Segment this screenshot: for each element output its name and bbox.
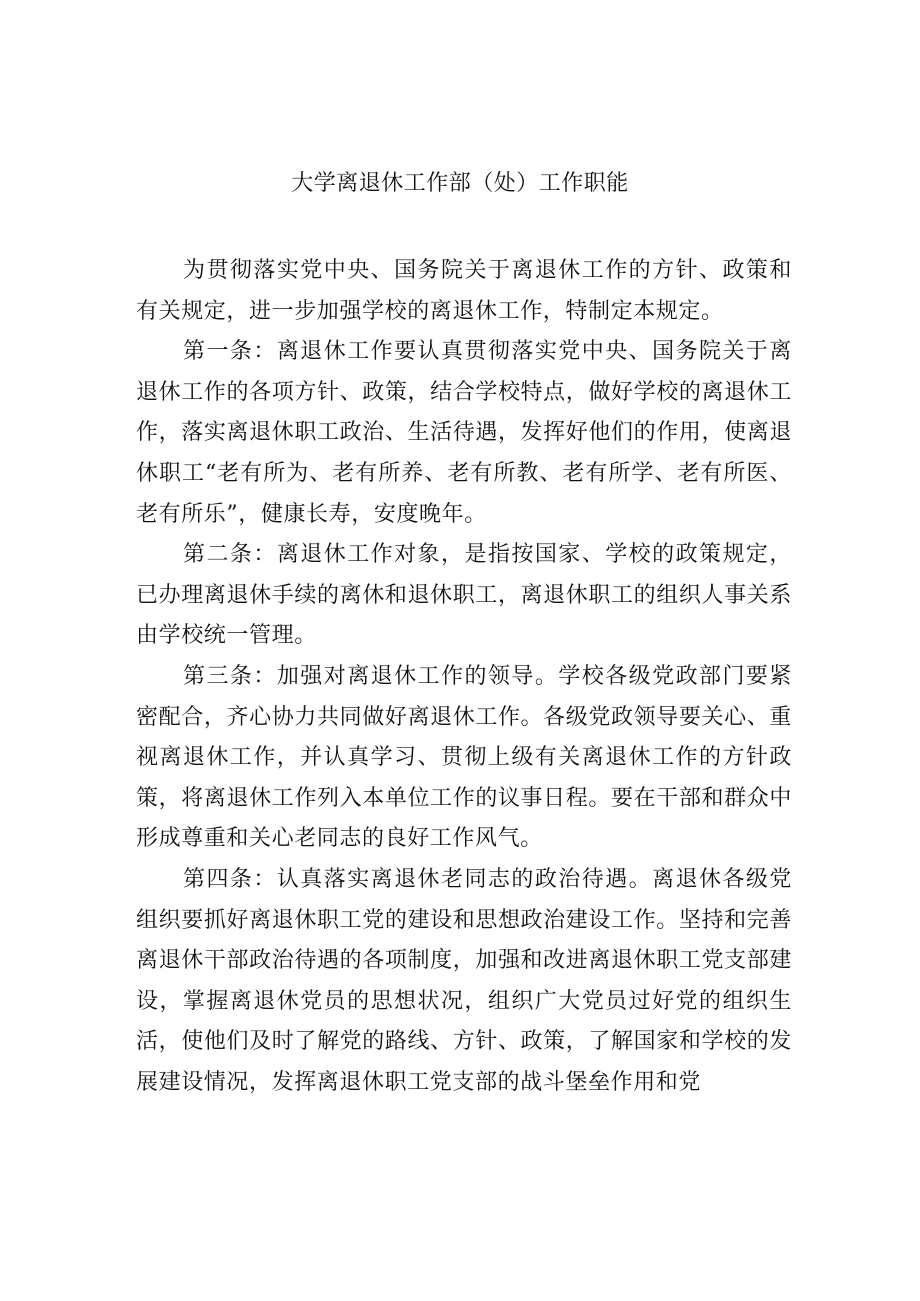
- document-title: 大学离退休工作部（处）工作职能: [291, 171, 629, 196]
- article-2-paragraph: 第二条：离退休工作对象，是指按国家、学校的政策规定，已办理离退休手续的离休和退休职工，离退休职工的组织人事关系由学校统一管理。: [136, 542, 792, 649]
- article-3-paragraph: 第三条：加强对离退休工作的领导。学校各级党政部门要紧密配合，齐心协力共同做好离退休工作。各级党政领导要关心、重视离退休工作，并认真学习、贯彻上级有关离退休工作的方针政策，将离退休工作列入本单位工作的议事日程。要在干部和群众中形成尊重和关心老同志的良好工作风气。: [136, 663, 792, 852]
- article-4-paragraph: 第四条：认真落实离退休老同志的政治待遇。离退休各级党组织要抓好离退休职工党的建设和思想政治建设工作。坚持和完善离退休干部政治待遇的各项制度，加强和改进离退休职工党支部建设，掌握离退休党员的思想状况，组织广大党员过好党的组织生活，使他们及时了解党的路线、方针、政策，了解国家和学校的发展建设情况，发挥离退休职工党支部的战斗堡垒作用和党: [136, 866, 792, 1095]
- document-body: [136, 251, 792, 1103]
- intro-paragraph: 为贯彻落实党中央、国务院关于离退休工作的方针、政策和有关规定，进一步加强学校的离退休工作，特制定本规定。: [136, 258, 792, 324]
- article-1-paragraph: 第一条：离退休工作要认真贯彻落实党中央、国务院关于离退休工作的各项方针、政策，结合学校特点，做好学校的离退休工作，落实离退休职工政治、生活待遇，发挥好他们的作用，使离退休职工“老有所为、老有所养、老有所教、老有所学、老有所医、老有所乐”，健康长寿，安度晚年。: [136, 339, 792, 527]
